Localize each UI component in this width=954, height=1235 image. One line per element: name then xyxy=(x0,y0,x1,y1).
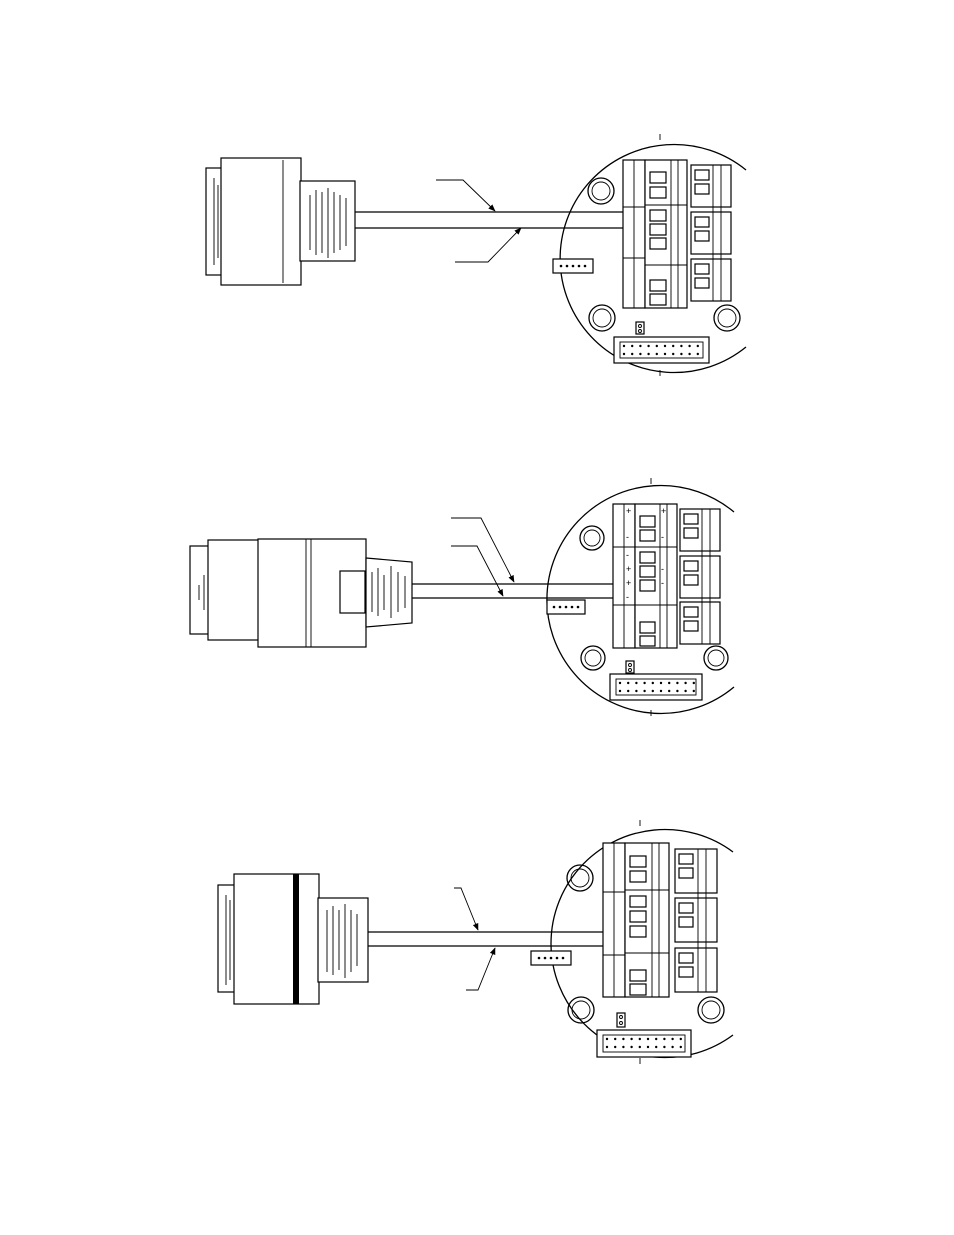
terminal-block-left xyxy=(613,504,635,648)
header-pin xyxy=(660,690,662,692)
ribbon-header xyxy=(610,674,702,700)
header-pin xyxy=(652,682,654,684)
header-pin xyxy=(606,1038,608,1040)
header-pin xyxy=(630,1038,632,1040)
header-pin xyxy=(639,1046,641,1048)
header-pin xyxy=(606,1046,608,1048)
header-pin xyxy=(664,353,666,355)
jumper xyxy=(626,661,634,673)
terminal-mark: - xyxy=(661,532,664,542)
header-pin xyxy=(656,345,658,347)
header-pin xyxy=(656,353,658,355)
terminal-block-middle xyxy=(645,160,687,308)
header-pin xyxy=(668,690,670,692)
header-pin xyxy=(635,690,637,692)
header-pin xyxy=(680,345,682,347)
header-pin xyxy=(660,682,662,684)
terminal-mark: - xyxy=(626,550,629,560)
header-pin xyxy=(655,1038,657,1040)
cable-wires-3 xyxy=(368,932,630,946)
mounting-hole xyxy=(568,997,594,1023)
terminal-block-left xyxy=(623,160,645,308)
terminal-block-middle xyxy=(625,843,669,997)
header-pin xyxy=(652,690,654,692)
jumper xyxy=(636,322,644,334)
header-pin xyxy=(663,1046,665,1048)
terminal-board-3 xyxy=(531,820,733,1064)
header-pin xyxy=(622,1046,624,1048)
header-pin xyxy=(680,1046,682,1048)
terminal-board-1 xyxy=(553,134,746,376)
header-pin xyxy=(672,345,674,347)
header-pin xyxy=(697,353,699,355)
header-pin xyxy=(647,345,649,347)
header-pin xyxy=(627,682,629,684)
mounting-hole xyxy=(567,865,593,891)
wiring-diagram-2 xyxy=(190,478,734,716)
mounting-hole xyxy=(581,646,605,670)
terminal-board-2 xyxy=(547,478,734,716)
small-connector xyxy=(531,951,571,965)
header-pin xyxy=(672,353,674,355)
terminal-mark: + xyxy=(626,564,632,574)
terminal-mark: + xyxy=(626,506,632,516)
header-pin xyxy=(680,1038,682,1040)
jumper xyxy=(617,1013,625,1027)
ribbon-header xyxy=(597,1030,691,1057)
header-pin xyxy=(639,353,641,355)
header-pin xyxy=(627,690,629,692)
header-pin xyxy=(643,682,645,684)
terminal-block-right xyxy=(691,165,731,301)
mounting-hole xyxy=(704,646,728,670)
cable-connector-2 xyxy=(190,539,412,647)
terminal-mark: - xyxy=(661,578,664,588)
header-pin xyxy=(697,345,699,347)
mounting-hole xyxy=(698,997,724,1023)
header-pin xyxy=(631,345,633,347)
leader-lines-3 xyxy=(454,888,495,990)
header-pin xyxy=(647,353,649,355)
header-pin xyxy=(622,1038,624,1040)
header-pin xyxy=(614,1046,616,1048)
header-pin xyxy=(655,1046,657,1048)
header-pin xyxy=(671,1038,673,1040)
header-pin xyxy=(663,1038,665,1040)
cable-connector-3 xyxy=(218,874,368,1004)
header-pin xyxy=(693,690,695,692)
small-connector xyxy=(553,259,593,273)
mounting-hole xyxy=(580,526,604,550)
header-pin xyxy=(623,353,625,355)
header-pin xyxy=(684,682,686,684)
header-pin xyxy=(639,1038,641,1040)
header-pin xyxy=(680,353,682,355)
mounting-hole xyxy=(714,305,740,331)
header-pin xyxy=(647,1046,649,1048)
cable-connector-1 xyxy=(206,158,355,285)
terminal-mark: + xyxy=(626,578,632,588)
header-pin xyxy=(668,682,670,684)
header-pin xyxy=(676,682,678,684)
wiring-diagram-1 xyxy=(206,134,746,376)
leader-lines-1 xyxy=(436,180,521,262)
header-pin xyxy=(623,345,625,347)
terminal-block-middle xyxy=(635,504,677,648)
header-pin xyxy=(647,1038,649,1040)
header-pin xyxy=(639,345,641,347)
header-pin xyxy=(688,345,690,347)
header-pin xyxy=(630,1046,632,1048)
header-pin xyxy=(671,1046,673,1048)
ribbon-header xyxy=(614,337,709,363)
header-pin xyxy=(684,690,686,692)
header-pin xyxy=(664,345,666,347)
terminal-block-right xyxy=(675,849,717,992)
header-pin xyxy=(614,1038,616,1040)
terminal-block-left xyxy=(603,843,625,997)
header-pin xyxy=(635,682,637,684)
terminal-mark: + xyxy=(661,506,667,516)
cable-wires-1 xyxy=(355,212,648,228)
mounting-hole xyxy=(589,305,615,331)
header-pin xyxy=(619,690,621,692)
header-pin xyxy=(676,690,678,692)
terminal-mark: - xyxy=(661,564,664,574)
terminal-mark: - xyxy=(626,532,629,542)
small-connector xyxy=(547,600,585,614)
mounting-hole xyxy=(588,178,614,204)
header-pin xyxy=(643,690,645,692)
header-pin xyxy=(688,353,690,355)
terminal-mark: - xyxy=(626,592,629,602)
header-pin xyxy=(631,353,633,355)
wiring-diagram-3 xyxy=(218,820,733,1064)
header-pin xyxy=(693,682,695,684)
terminal-block-right xyxy=(680,509,720,644)
header-pin xyxy=(619,682,621,684)
